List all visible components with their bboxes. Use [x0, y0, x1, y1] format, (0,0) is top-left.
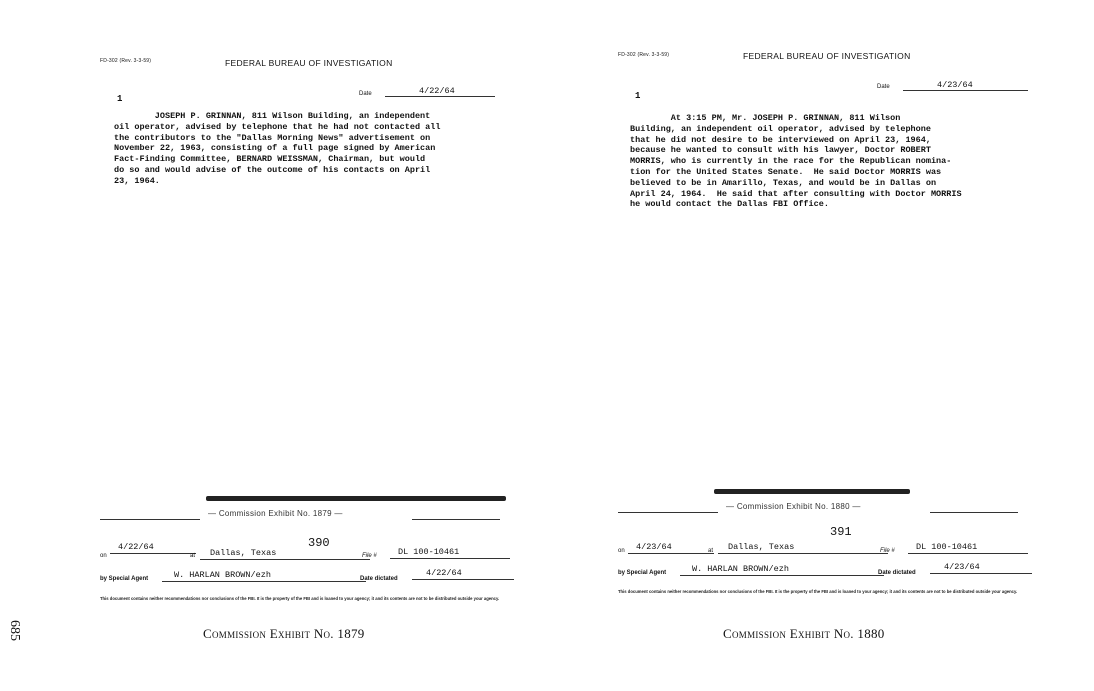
- stamp-rule-left: [100, 519, 200, 520]
- handwritten-number: 391: [830, 525, 852, 539]
- stamp-rule-left: [618, 512, 718, 513]
- report-date: 4/23/64: [903, 80, 1028, 91]
- volume-page-number: 685: [7, 620, 22, 641]
- on-label: on: [100, 553, 107, 559]
- form-number: FD-302 (Rev. 3-3-59): [618, 52, 670, 58]
- report-body: JOSEPH P. GRINNAN, 811 Wilson Building, an independent oil operator, advised by telephone that he had not contacted all the contributors to the "Dallas Morning News" advertisement on November 22, 1963, consisting of a full page signed by American Fact-Finding Committee, BERNARD WEISSMAN, Chairman, but would do so and would advise of the outcome of his contacts on April 23, 1964.: [114, 111, 441, 186]
- interview-location: Dallas, Texas: [718, 542, 888, 554]
- interview-location: Dallas, Texas: [200, 548, 370, 560]
- dictated-date: 4/23/64: [930, 562, 1032, 574]
- at-label: at: [190, 553, 196, 559]
- interview-row: [618, 543, 1018, 557]
- exhibit-caption-left: Commission Exhibit No. 1879: [203, 626, 365, 641]
- report-body: At 3:15 PM, Mr. JOSEPH P. GRINNAN, 811 Wilson Building, an independent oil operator, advised by telephone that he did not desire to be interviewed on April 23, 1964, because he wanted to consult with his lawyer, Doctor ROBERT MORRIS, who is currently in the race for the Republican nomina- tion for the United States Senate. He said Doctor MORRIS was believed to be in Amarillo, Texas, and would be in Dallas on April 24, 1964. He said that after consulting with Doctor MORRIS he would contact the Dallas FBI Office.: [630, 113, 962, 210]
- file-number: DL 100-10461: [908, 542, 1028, 554]
- handwritten-number: 390: [308, 536, 330, 550]
- date-label: Date: [359, 91, 372, 97]
- interview-date: 4/22/64: [110, 542, 196, 554]
- exhibit-caption-right: Commission Exhibit No. 1880: [723, 626, 885, 641]
- form-number: FD-302 (Rev. 3-3-59): [100, 58, 152, 64]
- exhibit-stamp: [618, 500, 1018, 514]
- dictated-date: 4/22/64: [412, 568, 514, 580]
- agent-name: W. HARLAN BROWN/ezh: [680, 564, 884, 576]
- stamp-rule-right: [930, 512, 1018, 513]
- agent-row: [100, 568, 500, 586]
- page-number-mark: 1: [635, 91, 641, 101]
- page-number-mark: 1: [117, 94, 123, 104]
- disclaimer: This document contains neither recommendations nor conclusions of the FBI. It is the property of the FBI and is loaned to your agency; it and its contents are not to be distributed outside your agency.: [618, 589, 1018, 594]
- exhibit-stamp: [100, 507, 500, 521]
- on-label: on: [618, 548, 625, 554]
- stamp-bar: [714, 489, 910, 494]
- file-label: File #: [880, 548, 895, 554]
- date-label: Date: [877, 84, 890, 90]
- fbi-report-left: [100, 0, 520, 600]
- agent-label: by Special Agent: [100, 576, 149, 582]
- agent-row: [618, 562, 1018, 580]
- dictated-label: Date dictated: [360, 576, 398, 582]
- disclaimer: This document contains neither recommendations nor conclusions of the FBI. It is the property of the FBI and is loaned to your agency; it and its contents are not to be distributed outside your agency.: [100, 596, 500, 601]
- agent-label: by Special Agent: [618, 570, 667, 576]
- agency-heading: FEDERAL BUREAU OF INVESTIGATION: [225, 58, 393, 68]
- exhibit-stamp-text: — Commission Exhibit No. 1879 —: [208, 509, 343, 518]
- agency-heading: FEDERAL BUREAU OF INVESTIGATION: [743, 51, 911, 61]
- file-label: File #: [362, 553, 377, 559]
- report-date: 4/22/64: [385, 86, 495, 97]
- dictated-label: Date dictated: [878, 570, 916, 576]
- exhibit-stamp-text: — Commission Exhibit No. 1880 —: [726, 502, 861, 511]
- agent-name: W. HARLAN BROWN/ezh: [162, 570, 366, 582]
- stamp-bar: [206, 496, 506, 501]
- file-number: DL 100-10461: [390, 547, 510, 559]
- stamp-rule-right: [412, 519, 500, 520]
- fbi-report-right: [618, 0, 1038, 600]
- interview-date: 4/23/64: [628, 542, 714, 554]
- at-label: at: [708, 548, 714, 554]
